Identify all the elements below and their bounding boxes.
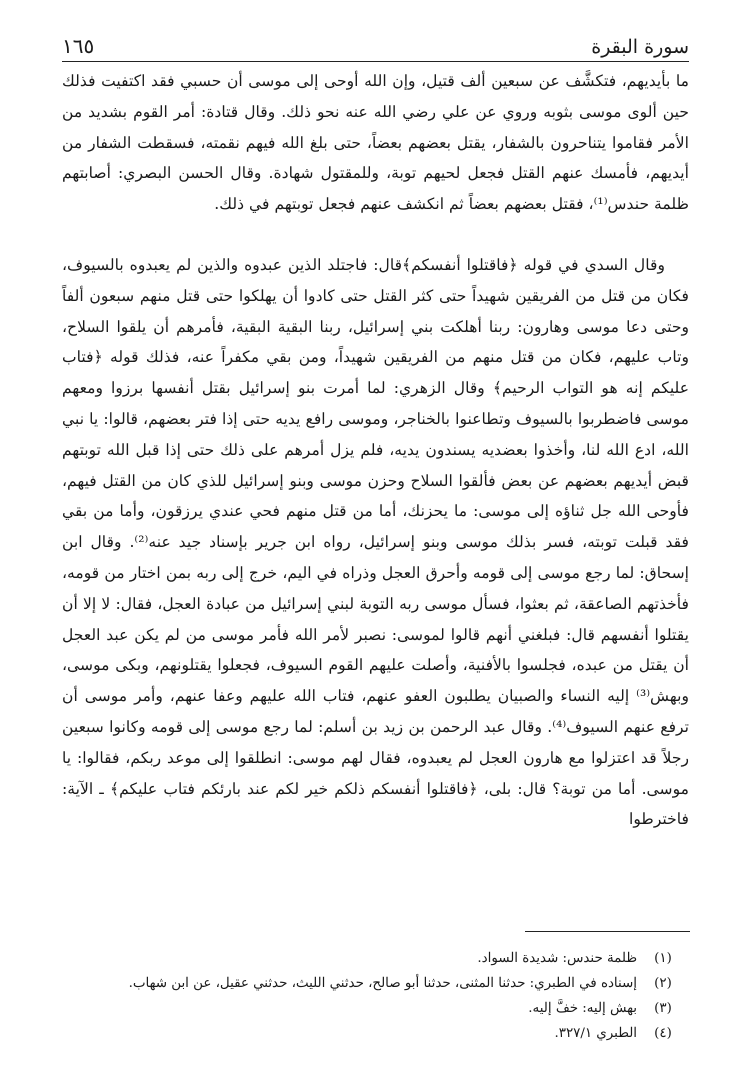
footnotes: [62, 946, 689, 1046]
footnote: [62, 946, 689, 971]
page-number: ١٦٥: [62, 34, 95, 58]
header-rule: [62, 61, 689, 62]
footnote-number: (٢): [654, 976, 672, 991]
footnote-text: ظلمة حندس: شديدة السواد.: [477, 951, 637, 966]
footnote-number: (١): [654, 951, 672, 966]
paragraph-2: وقال السدي في قوله ﴿فاقتلوا أنفسكم﴾قال: فاجتلد الذين عبدوه والذين لم يعبدوه بالسيوف، فكان من قتل من الفريقين شهيداً حتى كثر القتل حتى كادوا أن يهلكوا حتى قتل منهم سبعون ألفاً وحتى دعا موسى وهارون: ربنا أهلكت بني إسرائيل، ربنا البقية البقية، فأمرهم أن يلقوا السلاح، وتاب عليهم، فكان من قتل منهم من الفريقين شهيداً، ومن بقي مكفراً عنه، فذلك قوله ﴿فتاب عليكم إنه هو التواب الرحيم﴾ وقال الزهري: لما أمرت بنو إسرائيل بقتل أنفسها برزوا ومعهم موسى فاضطربوا بالسيوف وتطاعنوا بالخناجر، وموسى رافع يديه حتى إذا فتر بعضهم، قالوا: يا نبي الله، ادع الله لنا، وأخذوا بعضديه يسندون يديه، فلم يزل أمرهم على ذلك حتى إذا قبل الله توبتهم قبض أيديهم بعضهم عن بعض فألقوا السلاح وحزن موسى وبنو إسرائيل للذي كان من القتل فيهم، فأوحى الله جل ثناؤه إلى موسى: ما يحزنك، أما من قتل منهم فحي عندي يرزقون، وأما من بقي فقد قبلت توبته، فسر بذلك موسى وبنو إسرائيل، رواه ابن جرير بإسناد جيد عنه⁽²⁾. وقال ابن إسحاق: لما رجع موسى إلى قومه وأحرق العجل وذراه في اليم، خرج إلى ربه بمن اختار من قومه، فأخذتهم الصاعقة، ثم بعثوا، فسأل موسى ربه التوبة لبني إسرائيل من عبادة العجل، فقال: لا إلا أن يقتلوا أنفسهم قال: فبلغني أنهم قالوا لموسى: نصبر لأمر الله فأمر موسى من لم يكن عبد العجل أن يقتل من عبده، فجلسوا بالأفنية، وأصلت عليهم القوم السيوف، فجعلوا يقتلونهم، وبكى موسى، وبهش⁽³⁾ إليه النساء والصبيان يطلبون العفو عنهم، فتاب الله عليهم وعفا عنهم، وأمر موسى أن ترفع عنهم السيوف⁽⁴⁾. وقال عبد الرحمن بن زيد بن أسلم: لما رجع موسى إلى قومه وكانوا سبعين رجلاً قد اعتزلوا مع هارون العجل لم يعبدوه، فقال لهم موسى: انطلقوا إلى موعد ربكم، فقالوا: يا موسى. أما من توبة؟ قال: بلى، ﴿فاقتلوا أنفسكم ذلكم خير لكم عند بارئكم فتاب عليكم﴾ ـ الآية: فاخترطوا: [62, 255, 690, 829]
paragraph-1: ما بأيديهم، فتكشَّف عن سبعين ألف قتيل، وإن الله أوحى إلى موسى أن حسبي فقد اكتفيت فذلك حين ألوى موسى بثوبه وروي عن علي رضي الله عنه نحو ذلك. وقال قتادة: أمر القوم بشديد من الأمر فقاموا يتناحرون بالشفار، يقتل بعضهم بعضاً، حتى بلغ الله فيهم نقمته، فسقطت الشفار من أيديهم، فأمسك عنهم القتل فجعل لحيهم توبة، وللمقتول شهادة. وقال الحسن البصري: أصابتهم ظلمة حندس⁽¹⁾، فقتل بعضهم بعضاً ثم انكشف عنهم فجعل توبتهم في ذلك.: [62, 72, 689, 214]
main-text: [62, 66, 689, 835]
footnote-text: بهش إليه: خفَّ إليه.: [528, 1001, 637, 1016]
surah-title: سورة البقرة: [591, 36, 689, 58]
footnote: [62, 996, 689, 1021]
footnote: [62, 1021, 689, 1046]
footnote-number: (٣): [654, 1001, 672, 1016]
footnote-number: (٤): [654, 1026, 672, 1041]
footnote-text: إسناده في الطبري: حدثنا المثنى، حدثنا أبو صالح، حدثني الليث، حدثني عقيل، عن ابن شهاب.: [128, 976, 637, 991]
footnote-separator: [525, 931, 690, 932]
running-header: [62, 28, 689, 58]
footnote: [62, 971, 689, 996]
footnote-text: الطبري ٣٢٧/١.: [554, 1026, 637, 1041]
